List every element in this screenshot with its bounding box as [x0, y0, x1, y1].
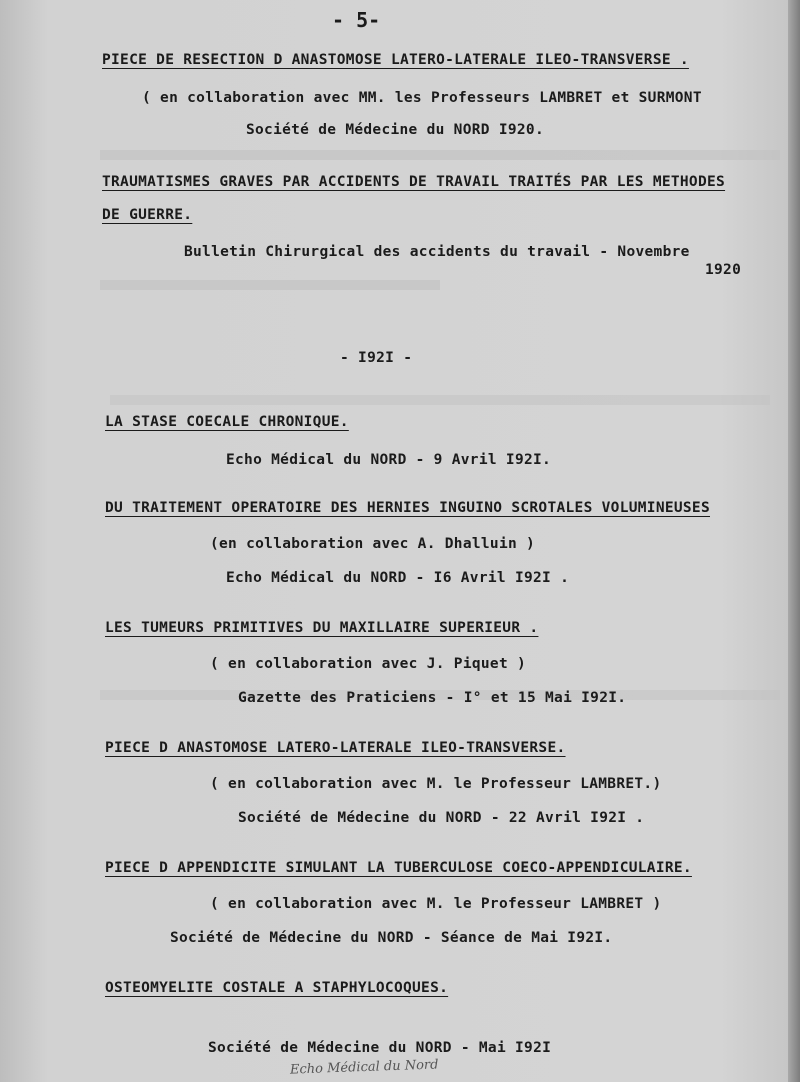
- entry-title: PIECE D ANASTOMOSE LATERO-LATERALE ILEO-TRANSVERSE.: [105, 740, 566, 756]
- entry-title: PIECE D APPENDICITE SIMULANT LA TUBERCULOSE COECO-APPENDICULAIRE.: [105, 860, 692, 876]
- entry-line: Echo Médical du NORD - 9 Avril I92I.: [226, 452, 552, 468]
- show-through-text: [100, 150, 780, 160]
- entry-line: Gazette des Praticiens - I° et 15 Mai I92I.: [238, 690, 627, 706]
- show-through-text: [110, 395, 770, 405]
- entry-line: Echo Médical du NORD - I6 Avril I92I .: [226, 570, 570, 586]
- entry-line: ( en collaboration avec J. Piquet ): [210, 656, 527, 672]
- page-edge-shadow: [788, 0, 800, 1082]
- entry-title: LA STASE COECALE CHRONIQUE.: [105, 414, 349, 430]
- entry-line: Société de Médecine du NORD - Mai I92I: [208, 1040, 552, 1056]
- entry-title: LES TUMEURS PRIMITIVES DU MAXILLAIRE SUPERIEUR .: [105, 620, 539, 636]
- entry-title: DE GUERRE.: [102, 207, 193, 223]
- entry-line: Bulletin Chirurgical des accidents du travail - Novembre: [184, 244, 690, 260]
- entry-line: Société de Médecine du NORD I920.: [246, 122, 544, 138]
- entry-line: (en collaboration avec A. Dhalluin ): [210, 536, 536, 552]
- entry-line: 1920: [705, 262, 742, 278]
- show-through-text: [100, 280, 440, 290]
- entry-line: ( en collaboration avec M. le Professeur LAMBRET.): [210, 776, 662, 792]
- entry-title: OSTEOMYELITE COSTALE A STAPHYLOCOQUES.: [105, 980, 449, 996]
- entry-line: ( en collaboration avec MM. les Professeurs LAMBRET et SURMONT: [142, 90, 702, 106]
- page-number: - 5-: [332, 8, 381, 32]
- handwritten-note: Echo Médical du Nord: [289, 1057, 439, 1078]
- entry-title: DU TRAITEMENT OPERATOIRE DES HERNIES INGUINO SCROTALES VOLUMINEUSES: [105, 500, 710, 516]
- entry-title: TRAUMATISMES GRAVES PAR ACCIDENTS DE TRAVAIL TRAITÉS PAR LES METHODES: [102, 174, 726, 190]
- year-heading: - I92I -: [340, 350, 413, 366]
- entry-line: ( en collaboration avec M. le Professeur LAMBRET ): [210, 896, 662, 912]
- entry-title: PIECE DE RESECTION D ANASTOMOSE LATERO-LATERALE ILEO-TRANSVERSE .: [102, 52, 689, 68]
- entry-line: Société de Médecine du NORD - 22 Avril I92I .: [238, 810, 645, 826]
- entry-line: Société de Médecine du NORD - Séance de Mai I92I.: [170, 930, 613, 946]
